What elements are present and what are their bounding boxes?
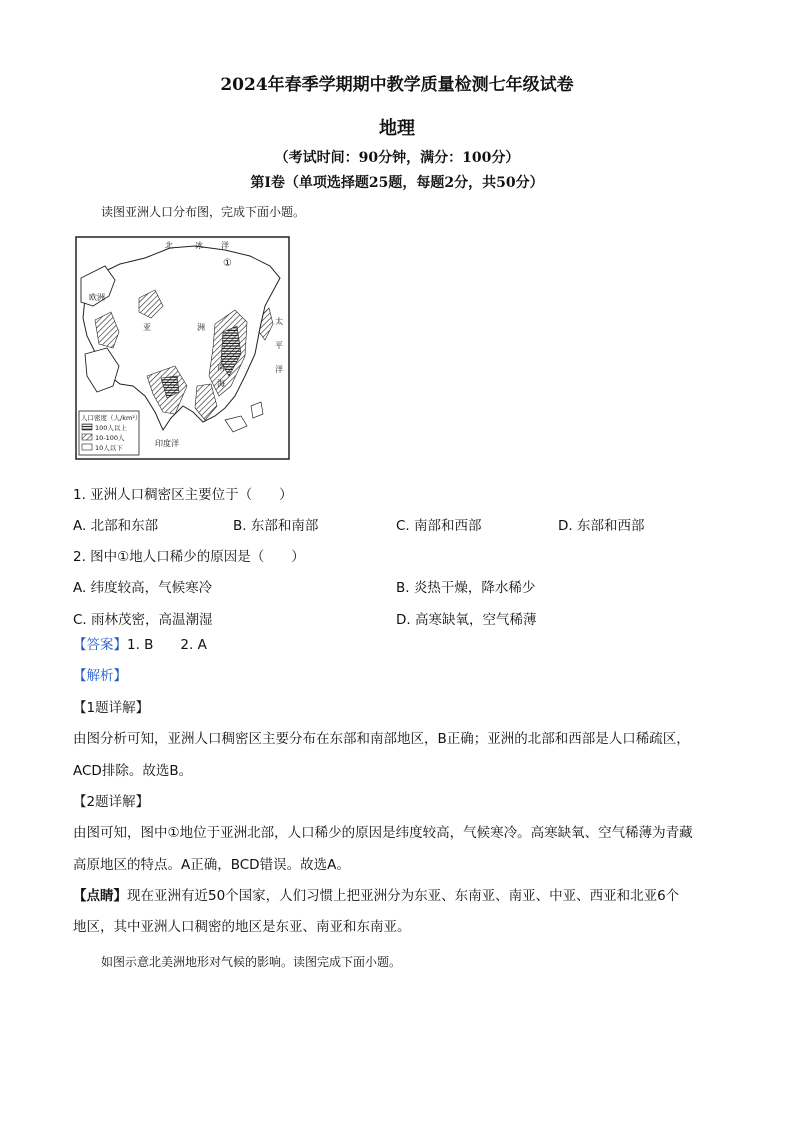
tip-label: 【点睛】 <box>73 888 127 904</box>
label-india-ocean: 印度洋 <box>155 439 179 448</box>
label-circle-one: ① <box>223 258 232 269</box>
detail2-label: 【2题详解】 <box>73 794 150 810</box>
section-title: 第Ⅰ卷（单项选择题25题，每题2分，共50分） <box>250 175 544 191</box>
detail1-line2: ACD排除。故选B。 <box>73 763 193 779</box>
map-legend <box>79 411 141 455</box>
asia-population-map <box>75 236 291 462</box>
intro-text-2: 如图示意北美洲地形对气候的影响。读图完成下面小题。 <box>101 955 402 969</box>
label-yang: 洋 <box>275 365 283 374</box>
label-ping: 平 <box>275 341 283 350</box>
tip-line1 <box>73 890 679 904</box>
exam-title: 2024年春季学期期中教学质量检测七年级试卷 <box>220 75 574 95</box>
legend-swatch-high <box>82 424 92 430</box>
detail2-line1: 由图可知，图中①地位于亚洲北部，人口稀少的原因是纬度较高，气候寒冷。高寒缺氧、空气稀薄为青藏 <box>73 825 693 841</box>
subject-title: 地理 <box>379 118 415 139</box>
legend-title: 人口密度（人/km²） <box>81 414 142 422</box>
detail1-label: 【1题详解】 <box>73 700 150 716</box>
q2-stem: 2. 图中①地人口稀少的原因是（ ） <box>73 549 305 565</box>
label-zhou: 洲 <box>197 323 205 332</box>
q1-option-b[interactable]: B. 东部和南部 <box>233 518 319 534</box>
q2-option-c[interactable]: C. 雨林茂密，高温潮湿 <box>73 612 213 628</box>
label-bing: 冰 <box>195 241 203 250</box>
detail2-line2: 高原地区的特点。A正确，BCD错误。故选A。 <box>73 857 350 873</box>
q1-option-d[interactable]: D. 东部和西部 <box>558 518 645 534</box>
label-hai: 海 <box>217 379 225 388</box>
label-north: 北 <box>165 241 173 250</box>
detail1-line1: 由图分析可知，亚洲人口稠密区主要分布在东部和南部地区，B正确；亚洲的北部和西部是人口稀疏区， <box>73 731 690 747</box>
legend-swatch-low <box>82 444 92 450</box>
legend-item-medium: 10-100人 <box>95 434 125 442</box>
q1-option-a[interactable]: A. 北部和东部 <box>73 518 159 534</box>
tip-line2: 地区，其中亚洲人口稠密的地区是东亚、南亚和东南亚。 <box>73 919 411 935</box>
q1-stem: 1. 亚洲人口稠密区主要位于（ ） <box>73 487 293 503</box>
answer-line <box>73 639 207 653</box>
answer-label: 【答案】 <box>73 637 127 653</box>
label-europe: 欧洲 <box>89 293 105 302</box>
legend-item-low: 10人以下 <box>95 444 123 452</box>
label-ocean: 洋 <box>221 241 229 250</box>
q2-option-d[interactable]: D. 高寒缺氧，空气稀薄 <box>396 612 537 628</box>
legend-item-high: 100人以上 <box>95 424 127 432</box>
label-tai: 太 <box>275 317 283 326</box>
label-ya: 亚 <box>143 323 151 332</box>
label-nan: 南 <box>217 363 225 372</box>
q2-option-a[interactable]: A. 纬度较高，气候寒冷 <box>73 580 213 596</box>
tip-text-1: 现在亚洲有近50个国家，人们习惯上把亚洲分为东亚、东南亚、南亚、中亚、西亚和北亚6个 <box>127 888 680 904</box>
legend-swatch-medium <box>82 434 92 440</box>
analysis-label: 【解析】 <box>73 668 127 684</box>
q1-option-c[interactable]: C. 南部和西部 <box>396 518 482 534</box>
answer-text: 1. B 2. A <box>127 637 207 653</box>
intro-text-1: 读图亚洲人口分布图，完成下面小题。 <box>101 205 306 219</box>
q2-option-b[interactable]: B. 炎热干燥，降水稀少 <box>396 580 536 596</box>
exam-info: （考试时间：90分钟，满分：100分） <box>274 150 520 166</box>
